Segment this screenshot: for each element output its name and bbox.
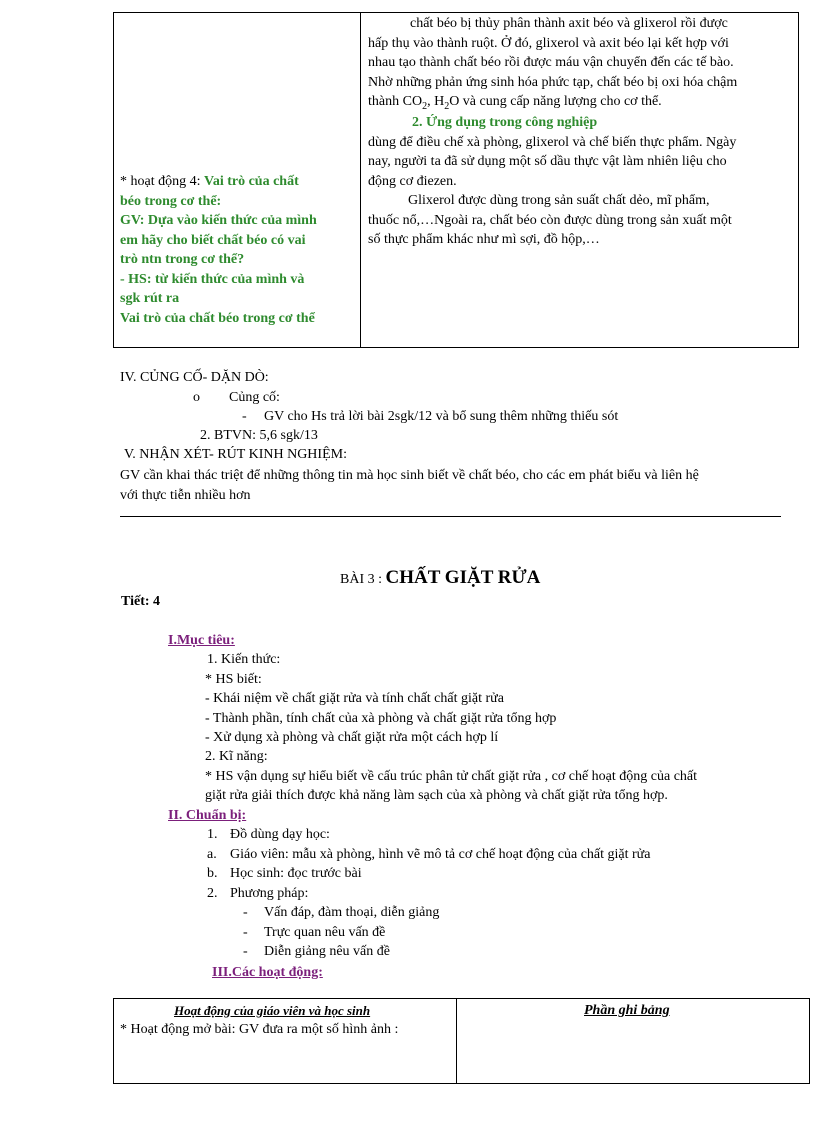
prep-item: Đồ dùng dạy học: xyxy=(230,827,330,842)
method-item: Diễn giảng nêu vấn đề xyxy=(264,944,390,959)
section-2-title: 2. Ứng dụng trong công nghiệp xyxy=(412,115,598,130)
separator-line xyxy=(120,516,781,517)
student-response: - HS: từ kiến thức của mình và xyxy=(120,271,305,287)
method-dash: - xyxy=(243,944,248,959)
method-dash: - xyxy=(243,905,248,920)
body-text-line: nay, người ta đã sử dụng một số dầu thực vật làm nhiên liệu cho xyxy=(368,154,727,169)
body-text-line: nhau tạo thành chất béo rồi được máu vận chuyển đến các tế bào. xyxy=(368,55,734,70)
body-text-line: hấp thụ vào thành ruột. Ở đó, glixerol và axit béo lại kết hợp với xyxy=(368,35,729,51)
objective-line: 1. Kiến thức: xyxy=(207,652,281,667)
prep-mark: 1. xyxy=(207,827,218,842)
objective-line: giặt rửa giải thích được khả năng làm sạch của xà phòng và chất giặt rửa tổng hợp. xyxy=(205,788,668,803)
teacher-question: GV: Dựa vào kiến thức của mình xyxy=(120,213,317,228)
preparation-title: II. Chuẩn bị: xyxy=(168,808,247,823)
top-table-divider xyxy=(360,12,361,348)
bullet-marker: o xyxy=(193,390,200,405)
prep-mark: b. xyxy=(207,866,218,881)
cung-co-item: GV cho Hs trả lời bài 2sgk/12 và bổ sung thêm những thiếu sót xyxy=(264,409,619,424)
bottom-table-header-left: Hoạt động của giáo viên và học sinh xyxy=(174,1003,371,1018)
body-text-line: số thực phẩm khác như mì sợi, đồ hộp,… xyxy=(368,232,600,247)
activities-title: III.Các hoạt động: xyxy=(212,965,323,980)
section-v-title: V. NHẬN XÉT- RÚT KINH NGHIỆM: xyxy=(124,447,347,462)
objective-line: - Thành phần, tính chất của xà phòng và chất giặt rửa tổng hợp xyxy=(205,711,557,726)
body-text-line: động cơ điezen. xyxy=(368,173,457,189)
lesson-title xyxy=(340,565,540,593)
teacher-question: em hãy cho biết chất béo có vai xyxy=(120,232,306,248)
bottom-table-divider xyxy=(456,998,457,1084)
body-text-line: Glixerol được dùng trong sản suất chất dẻo, mĩ phẩm, xyxy=(408,193,710,208)
bottom-table-row: * Hoạt động mở bài: GV đưa ra một số hình ảnh : xyxy=(120,1022,399,1037)
method-item: Vấn đáp, đàm thoại, diễn giảng xyxy=(264,905,440,920)
objective-line: * HS vận dụng sự hiểu biết về cấu trúc phân tử chất giặt rửa , cơ chế hoạt động của chất xyxy=(205,769,698,784)
role-of-fat-label: Vai trò của chất béo trong cơ thể xyxy=(120,310,315,326)
objective-line: 2. Kĩ năng: xyxy=(205,749,268,764)
section-iv-title: IV. CỦNG CỐ- DẶN DÒ: xyxy=(120,370,269,385)
objective-line: * HS biết: xyxy=(205,672,262,687)
dash-marker: - xyxy=(242,409,247,424)
cung-co-label: Củng cố: xyxy=(229,390,280,405)
body-text-line: Nhờ những phản ứng sinh hóa phức tạp, chất béo bị oxi hóa chậm xyxy=(368,74,738,90)
prep-mark: 2. xyxy=(207,886,218,901)
prep-mark: a. xyxy=(207,847,217,862)
prep-item: Phương pháp: xyxy=(230,886,309,901)
method-dash: - xyxy=(243,925,248,940)
objective-line: - Xử dụng xà phòng và chất giặt rửa một cách hợp lí xyxy=(205,730,499,745)
lesson-period: Tiết: 4 xyxy=(121,594,161,609)
activity-4-line: béo trong cơ thể: xyxy=(120,193,222,209)
lesson-prefix: BÀI 3 : xyxy=(340,572,382,587)
body-text-line: dùng để điều chế xà phòng, glixerol và chế biến thực phẩm. Ngày xyxy=(368,134,737,150)
body-text-line: chất béo bị thủy phân thành axit béo và glixerol rồi được xyxy=(410,16,728,31)
objective-line: - Khái niệm về chất giặt rửa và tính chất chất giặt rửa xyxy=(205,691,504,706)
lesson-name: CHẤT GIẶT RỬA xyxy=(385,567,541,588)
evaluation-text: với thực tiễn nhiều hơn xyxy=(120,488,251,503)
body-text-line-formula: thành $CO_2$, $H_2O$ và cung cấp năng lượng cho cơ thể. xyxy=(368,94,662,112)
prep-item: Giáo viên: mẫu xà phòng, hình vẽ mô tả cơ chế hoạt động của chất giặt rửa xyxy=(230,847,651,862)
body-text-line: thuốc nổ,…Ngoài ra, chất béo còn được dùng trong sản xuất một xyxy=(368,212,732,228)
objectives-title: I.Mục tiêu: xyxy=(168,633,235,648)
evaluation-text: GV cần khai thác triệt để những thông tin mà học sinh biết về chất béo, cho các em phát biểu và liên hệ xyxy=(120,468,699,483)
prep-item: Học sinh: đọc trước bài xyxy=(230,866,362,881)
activity-4-heading: * hoạt động 4: Vai trò của chất xyxy=(120,174,299,189)
homework-line: 2. BTVN: 5,6 sgk/13 xyxy=(200,428,318,443)
teacher-question: trò ntn trong cơ thể? xyxy=(120,252,245,267)
method-item: Trực quan nêu vấn đề xyxy=(264,925,386,940)
bottom-table-header-right: Phần ghi bảng xyxy=(584,1003,670,1018)
student-response: sgk rút ra xyxy=(120,291,180,306)
